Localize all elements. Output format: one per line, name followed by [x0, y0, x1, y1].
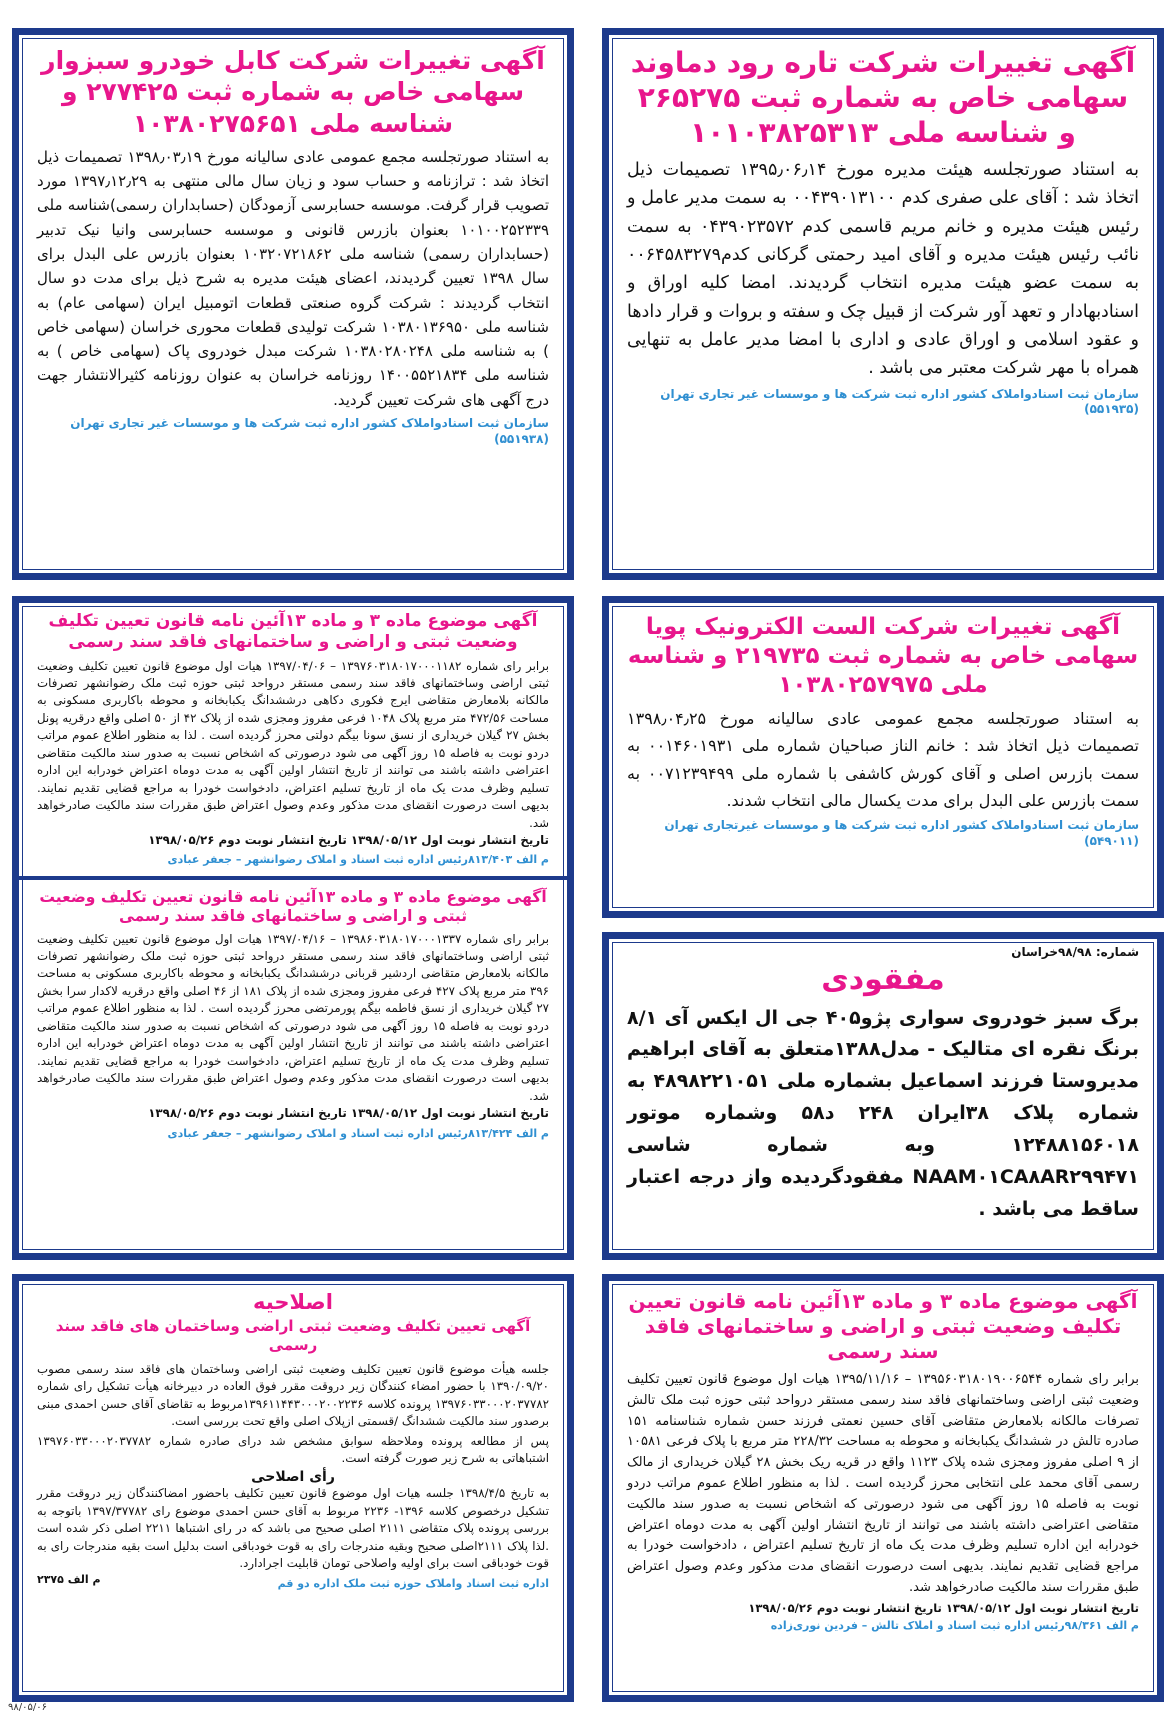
ad-footer: اداره ثبت اسناد واملاک حوزه ثبت ملک اداره دو قم: [277, 1576, 549, 1590]
page-code: ۹۸/۰۵/۰۶: [8, 1702, 47, 1713]
ad-body-1: جلسه هیأت موضوع قانون تعیین تکلیف وضعیت ثبتی اراضی وساختمان های فاقد سند رسمی مصوب ۱۳۹۰/۰۹/۲۰ با حضور امضاء کنندگان زیر دروقت مقرر فوق العاده در دبیرخانه هیأت تشکیل رای شماره ۱۳۹۷۶۰۳۳۰۰۰۲۰۳۷۷۸۲ پرونده کلاسه ۱۳۹۶۱۱۴۴۳۰۰۰۲۰۰۲۲۳۶مربوط به تقاضای آقای حسن احمدی مبنی برصدور سند مالکیت ششدانگ /قسمتی ازپلاک اصلی واقع تحت بررسی است.: [37, 1361, 549, 1429]
ad-body-2: پس از مطالعه پرونده وملاحظه سوابق مشخص شد درای صادره شماره ۱۳۹۷۶۰۳۳۰۰۰۲۰۳۷۷۸۲ اشتباهاتی به شرح زیر صورت گرفته است.: [37, 1433, 549, 1466]
ad-title: آگهی تغییرات شرکت تاره رود دماوند سهامی خاص به شماره ثبت ۲۶۵۲۷۵ و شناسه ملی ۱۰۱۰۳۸۲۵۳۱۳: [630, 46, 1136, 149]
ad-footer: سازمان ثبت اسنادواملاک کشور اداره ثبت شرکت ها و موسسات غیر تجاری تهران: [660, 386, 1139, 401]
ad-eslahieh: [12, 1274, 574, 1702]
ad-body-3: به تاریخ ۱۳۹۸/۴/۵ جلسه هیات اول موضوع قانون تعیین تکلیف باحضور امضاکنندگان زیر دروقت مقرر تشکیل درخصوص کلاسه ۱۳۹۶- ۲۲۳۶ مربوط به آقای حسن احمدی موضوع رای ۱۳۹۷/۳۷۷۸۲ باتوجه به بررسی پرونده پلاک متقاضی ۲۱۱۱ اصلی صحیح می باشد که در رای اشتباها ۲۲۱۱ اصلی ذکر شده است .لذا پلاک ۲۱۱۱اصلی صحیح وبقیه مندرجات رای به قوت خودباقی است بدلیل است بقیه مندرجات رای به قوت خودباقی است برای اولیه واصلاحی تومان قابلیت اجرادارد.: [37, 1486, 550, 1571]
notice-1-body: برابر رای شماره ۱۳۹۷۶۰۳۱۸۰۱۷۰۰۰۱۱۸۲ – ۱۳۹۷/۰۴/۰۶ هیات اول موضوع قانون تعیین تکلیف وضعیت ثبتی اراضی وساختمانهای فاقد سند رسمی مستقر درواحد ثبتی حوزه ثبت ملک رضوانشهر تصرفات مالکانه بلامعارض متقاضی ایرج فکوری دکاهی درششدانگ یکبابخانه و محوطه باکاربری مسکونی به مساحت ۴۷۲/۵۶ متر مربع پلاک ۱۰۴۸ فرعی مفروز ومجزی شده از پلاک ۴۲ از ۵۰ اصلی واقع درقریه پونل بخش ۲۷ گیلان خریداری از نسق سونا بیگم دولتی محرز گردیده است . لذا به منظور اطلاع عموم مراتب دردو نوبت به فاصله ۱۵ روز آگهی می شود درصورتی که اشخاص نسبت به صدور سند مالکیت متقاضی اعتراضی داشته باشند می توانند از تاریخ انتشار اولین آگهی به مدت دوماه اعتراض خودرابه این اداره تسلیم وظرف مدت یک ماه از تاریخ تسلیم اعتراض، دادخواست خودرا به مراجع قضایی تقدیم نمایند. بدیهی است درصورت انقضای مدت مذکور وعدم وصول اعتراض طبق مقررات سند مالکیت صادرخواهد شد.: [37, 658, 550, 830]
ad-elast-electronic-pouya: [602, 596, 1164, 918]
ad-number: شماره: ۹۸/۹۸خراسان: [1011, 945, 1139, 959]
divider: [19, 876, 567, 880]
ad-heading: رأی اصلاحی: [251, 1469, 335, 1486]
ad-subtitle: آگهی تعیین تکلیف وضعیت ثبتی اراضی وساختمان های فاقد سند رسمی: [55, 1317, 531, 1354]
ad-title: آگهی تغییرات شرکت کابل خودرو سبزوار سهامی خاص به شماره ثبت ۲۷۷۴۲۵ و شناسه ملی ۱۰۳۸۰۲۷۵۶۵۱: [41, 46, 545, 138]
ad-cable-khodro-sabzevar: [12, 28, 574, 580]
ad-sign: م الف ۲۳۷۵: [37, 1572, 101, 1586]
ad-rezvanshahr-notices: [12, 596, 574, 1260]
notice-2-body: برابر رای شماره ۱۳۹۸۶۰۳۱۸۰۱۷۰۰۰۱۳۳۷ – ۱۳۹۷/۰۴/۱۶ هیات اول موضوع قانون تعیین تکلیف وضعیت ثبتی اراضی وساختمانهای فاقد سند رسمی مستقر درواحد ثبتی حوزه ثبت ملک رضوانشهر تصرفات مالکانه بلامعارض متقاضی اردشیر قربانی درششدانگ یکبابخانه و محوطه باکاربری مسکونی به مساحت ۳۹۶ متر مربع پلاک ۴۲۷ فرعی مفروز ومجزی شده از پلاک ۱۸۱ از ۴۶ اصلی واقع درقریه لاکدار سرا بخش ۲۷ گیلان خریداری از نسق فاطمه بیگم پورمرتضی محرز گردیده است . لذا به منظور اطلاع عموم مراتب دردو نوبت به فاصله ۱۵ روز آگهی می شود درصورتی که اشخاص نسبت به صدور سند مالکیت متقاضی اعتراضی داشته باشند می توانند از تاریخ انتشار اولین آگهی به مدت دوماه اعتراض خودرابه این اداره تسلیم وظرف مدت یک ماه از تاریخ تسلیم اعتراض، دادخواست خودرا به مراجع قضایی تقدیم نمایند. بدیهی است درصورت انقضای مدت مذکور وعدم وصول اعتراض طبق مقررات سند مالکیت صادرخواهد شد.: [37, 931, 550, 1103]
ad-body: برگ سبز خودروی سواری پژو۴۰۵ جی ال ایکس آی ۸/۱ برنگ نقره ای متالیک - مدل۱۳۸۸متعلق به آقای ابراهیم مدیروستا فرزند اسماعیل بشماره ملی ۴۸۹۸۲۲۱۰۵۱ به شماره پلاک ۳۸ایران ۲۴۸ د۵۸ وشماره موتور ۱۲۴۸۸۱۵۶۰۱۸ وبه شماره شاسی NAAM۰۱CA۸AR۲۹۹۴۷۱ مفقودگردیده واز درجه اعتبار ساقط می باشد .: [627, 1006, 1140, 1220]
ad-body: به استناد صورتجلسه مجمع عمومی عادی سالیانه مورخ ۱۳۹۸٫۰۳٫۱۹ تصمیمات ذیل اتخاذ شد : ترازنامه و حساب سود و زیان سال مالی منتهی به ۱۳۹۷٫۱۲٫۲۹ مورد تصویب قرار گرفت. موسسه حسابرسی آزمودگان (حسابداران رسمی)شناسه ملی ۱۰۱۰۰۲۵۲۳۳۹ بعنوان بازرس قانونی و موسسه حسابرسی وانیا نیک تدبیر (حسابداران رسمی) شناسه ملی ۱۰۳۲۰۷۲۱۸۶۲ بعنوان بازرس علی البدل برای سال ۱۳۹۸ تعیین گردیدند، اعضای هیئت مدیره به شرح ذیل برای مدت دو سال انتخاب گردیدند : شرکت گروه صنعتی قطعات اتومبیل ایران (سهامی عام) به شناسه ملی ۱۰۳۸۰۱۳۶۹۵۰ شرکت تولیدی قطعات محوری خراسان (سهامی خاص ) به شناسه ملی ۱۰۳۸۰۲۸۰۲۴۸ شرکت مبدل خودروی پاک (سهامی خاص ) به شناسه ملی ۱۴۰۰۵۵۲۱۸۳۴ روزنامه خراسان به عنوان روزنامه کثیرالانتشار جهت درج آگهی های شرکت تعیین گردید.: [37, 147, 550, 409]
ad-talesh-notice: [602, 1274, 1164, 1702]
ad-mafghoodi: [602, 932, 1164, 1260]
ad-footer: سازمان ثبت اسنادواملاک کشور اداره ثبت شرکت ها و موسسات غیرتجاری تهران (۵۴۹۰۱۱): [664, 818, 1139, 848]
notice-2-title: آگهی موضوع ماده ۳ و ماده ۱۳آئین نامه قانون تعیین تکلیف وضعیت ثبتی و اراضی و ساختمانهای فاقد سند رسمی: [39, 887, 547, 926]
notice-2-dates: تاریخ انتشار نوبت اول ۱۳۹۸/۰۵/۱۲ تاریخ انتشار نوبت دوم ۱۳۹۸/۰۵/۲۶: [148, 1106, 549, 1121]
ad-code: (۵۵۱۹۳۸): [494, 431, 549, 446]
ad-title: مفقودی: [821, 962, 945, 997]
ad-title: آگهی تغییرات شرکت الست الکترونیک پویا سهامی خاص به شماره ثبت ۲۱۹۷۳۵ و شناسه ملی ۱۰۳۸۰۲۵۷۹۷۵: [627, 614, 1139, 698]
ad-title: اصلاحیه: [253, 1290, 333, 1314]
notice-1-title: آگهی موضوع ماده ۳ و ماده ۱۳آئین نامه قانون تعیین تکلیف وضعیت ثبتی و اراضی و ساختمانهای فاقد سند رسمی: [48, 611, 538, 653]
ad-body: به استناد صورتجلسه مجمع عمومی عادی سالیانه مورخ ۱۳۹۸٫۰۴٫۲۵ تصمیمات ذیل اتخاذ شد : خانم الناز صباحیان شماره ملی ۰۰۱۴۶۰۱۹۳۱ به سمت بازرس اصلی و آقای کورش کاشفی با شماره ملی ۰۰۷۱۲۳۹۴۹۹ به سمت بازرس علی البدل برای مدت یکسال مالی انتخاب شدند.: [627, 709, 1140, 810]
notice-1-sign: م الف ۸۱۳/۴۰۳رئیس اداره ثبت اسناد و املاک رضوانشهر – جعفر عبادی: [167, 853, 549, 867]
notice-1-dates: تاریخ انتشار نوبت اول ۱۳۹۸/۰۵/۱۲ تاریخ انتشار نوبت دوم ۱۳۹۸/۰۵/۲۶: [148, 833, 549, 848]
ad-body: به استناد صورتجلسه هیئت مدیره مورخ ۱۳۹۵٫۰۶٫۱۴ تصمیمات ذیل اتخاذ شد : آقای علی صفری کدم ۰۰۴۳۹۰۱۳۱۰۰ به سمت مدیر عامل و رئیس هیئت مدیره و خانم مریم قاسمی کدم ۰۴۳۹۰۲۳۵۷۲ به سمت نائب رئیس هیئت مدیره و آقای امید رحمتی گرکانی کدم۰۰۶۴۵۸۳۲۷۹ به سمت عضو هیئت مدیره انتخاب گردیدند. امضا کلیه اوراق و اسنادبهادار و تعهد آور شرکت از قبیل چک و سفته و بروات و قرار دادها و عقود اسلامی و اوراق عادی و اداری با امضا مدیر عامل به تنهایی همراه با مهر شرکت معتبر می باشد .: [627, 160, 1139, 379]
ad-footer: سازمان ثبت اسنادواملاک کشور اداره ثبت شرکت ها و موسسات غیر تجاری تهران: [70, 416, 549, 431]
ad-title: آگهی موضوع ماده ۳ و ماده ۱۳آئین نامه قانون تعیین تکلیف وضعیت ثبتی و اراضی و ساختمانهای فاقد سند رسمی: [628, 1289, 1138, 1363]
ad-code: (۵۵۱۹۳۵): [1084, 402, 1139, 417]
ad-body: برابر رای شماره ۱۳۹۵۶۰۳۱۸۰۱۹۰۰۶۵۴۴ – ۱۳۹۵/۱۱/۱۶ هیات اول موضوع قانون تعیین تکلیف وضعیت ثبتی اراضی وساختمانهای فاقد سند رسمی مستقر درواحد ثبتی حوزه ثبت ملک تالش تصرفات مالکانه بلامعارض متقاضی آقای حسین نعمتی فرزند حسن شماره شناسنامه ۱۵۱ صادره تالش در ششدانگ یکبابخانه و محوطه به مساحت ۲۲۸/۳۲ متر مربع با پلاک فرعی ۱۰۵۸۱ از ۹ اصلی مفروز ومجزی شده پلاک ۱۱۲۳ واقع در قریه ریک بخش ۲۸ گیلان خریداری از مالک رسمی آقای محمد علی انتخابی محرز گردیده است . لذا به منظور اطلاع عموم مراتب دردو نوبت به فاصله ۱۵ روز آگهی می شود درصورتی که اشخاص نسبت به صدور سند مالکیت متقاضی اعتراضی داشته باشند می توانند از تاریخ انتشار اولین آگهی به مدت دوماه اعتراض خودرابه این اداره تسلیم وظرف مدت یک ماه از تاریخ تسلیم اعتراض ، دادخواست خودرا به مراجع قضایی تقدیم نمایند. بدیهی است درصورت انقضای مدت مذکور وعدم وصول اعتراض طبق مقررات سند مالکیت صادرخواهد شد.: [627, 1372, 1140, 1595]
notice-2-sign: م الف ۸۱۳/۴۲۴رئیس اداره ثبت اسناد و املاک رضوانشهر – جعفر عبادی: [167, 1126, 549, 1140]
ad-sign: م الف ۹۸/۳۶۱رئیس اداره ثبت اسناد و املاک تالش – فردین نوری‌زاده: [770, 1618, 1139, 1632]
ad-dates: تاریخ انتشار نوبت اول ۱۳۹۸/۰۵/۱۲ تاریخ انتشار نوبت دوم ۱۳۹۸/۰۵/۲۶: [748, 1600, 1139, 1615]
ad-tare-rood-damavand: [602, 28, 1164, 580]
